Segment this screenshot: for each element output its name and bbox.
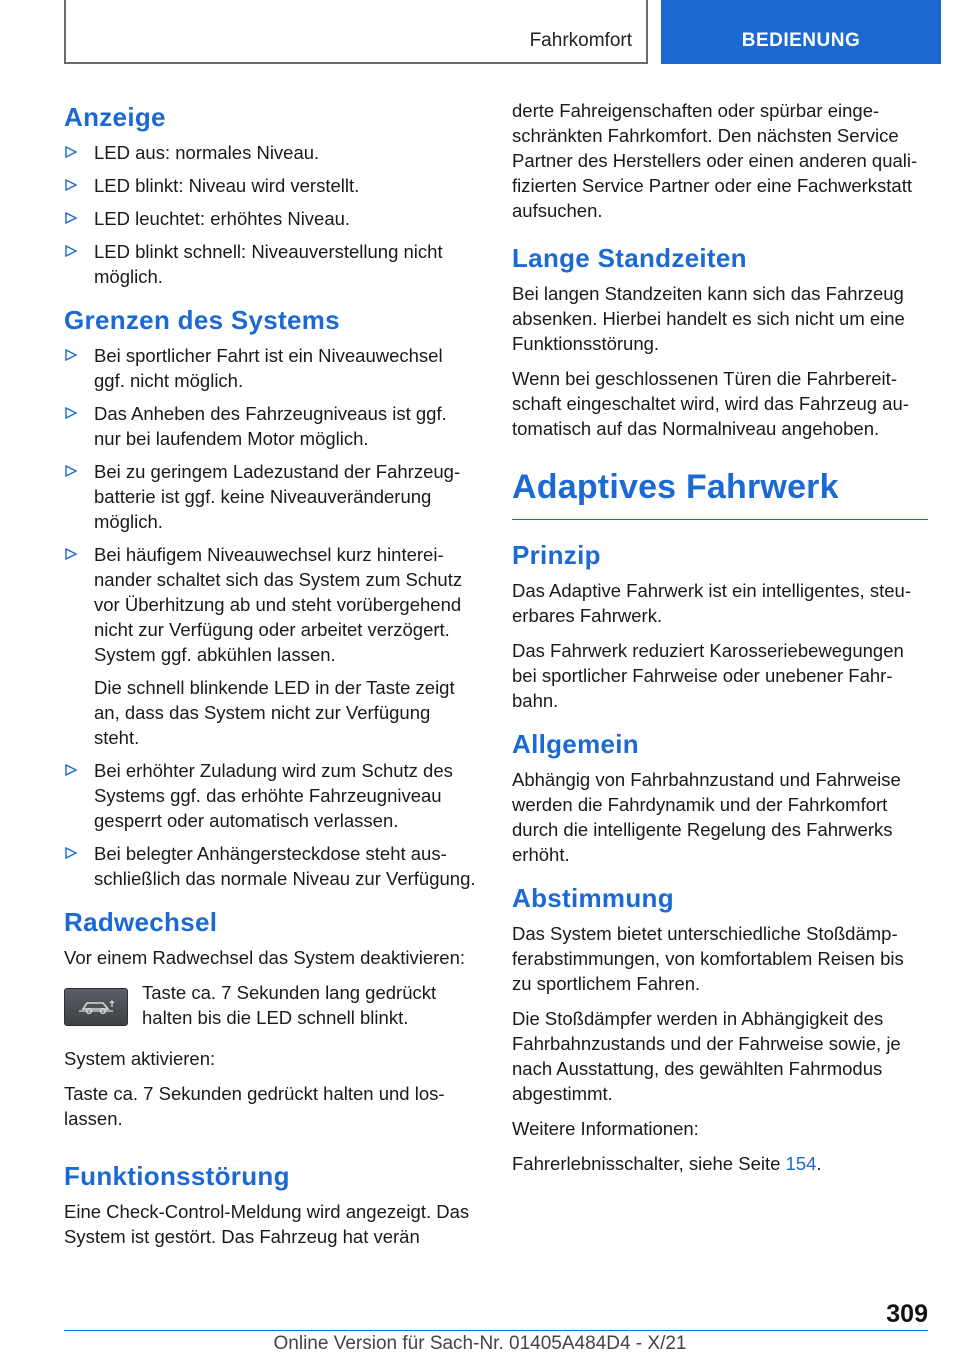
abstimmung-p4-suffix: . [816, 1153, 822, 1174]
section-adaptiv [512, 465, 928, 520]
activate-label: System aktivieren: [64, 1048, 216, 1069]
triangle-bullet-icon [64, 178, 78, 192]
heading-grenzen: Grenzen des Systems [64, 305, 340, 335]
list-item [64, 239, 478, 289]
stoerung-text: Eine Check-Control-Meldung wird angezeigt. Das System ist gestört. Das Fahrzeug hat verän [64, 1201, 470, 1247]
heading-adaptiv: Adaptives Fahrwerk [512, 465, 928, 520]
section-stoerung [64, 1159, 478, 1249]
page-number: 309 [886, 1300, 928, 1328]
triangle-bullet-icon [64, 763, 78, 777]
chassis-level-button-icon [64, 988, 128, 1026]
standzeiten-p1: Bei langen Standzeiten kann sich das Fahrzeug absenken. Hierbei handelt es sich nicht um eine Funktionsstörung. [512, 283, 905, 354]
list-item-text: Bei zu geringem Ladezustand der Fahrzeugbatterie ist ggf. keine Niveauveränderung möglich. [94, 461, 461, 532]
list-item-text: Das Anheben des Fahrzeugniveaus ist ggf. nur bei laufendem Motor möglich. [94, 403, 447, 449]
prinzip-p1: Das Adaptive Fahrwerk ist ein intelligentes, steuerbares Fahrwerk. [512, 580, 911, 626]
radwechsel-intro: Vor einem Radwechsel das System deaktivieren: [64, 947, 466, 968]
page-link[interactable]: 154 [785, 1153, 817, 1174]
abstimmung-p4-prefix: Fahrerlebnisschalter, siehe Seite [512, 1153, 786, 1174]
section-prinzip [512, 538, 928, 713]
section-standzeiten [512, 241, 928, 441]
triangle-bullet-icon [64, 244, 78, 258]
heading-stoerung: Funktionsstörung [64, 1161, 290, 1191]
abstimmung-p4 [512, 1151, 928, 1176]
list-item [64, 841, 478, 891]
section-radwechsel [64, 905, 478, 1131]
button-instruction [64, 980, 478, 1036]
list-item-text: Bei häufigem Niveauwechsel kurz hintereinander schaltet sich das System zum Schutz vor Überhitzung ab und steht vorübergehend nicht zur Verfügung oder arbeitet verzögert. System ggf. abkühlen lassen. [94, 544, 463, 665]
header-tab-label: BEDIENUNG [741, 30, 861, 51]
section-abstimmung [512, 881, 928, 1176]
grenzen-list [64, 343, 478, 891]
abstimmung-p1: Das System bietet unterschiedliche Stoßdämpferabstimmungen, von komfortablem Reisen bis zu sportlichem Fahren. [512, 923, 904, 994]
left-column [64, 100, 478, 1263]
list-item [64, 343, 478, 393]
list-item [64, 206, 478, 231]
triangle-bullet-icon [64, 547, 78, 561]
list-item [64, 401, 478, 451]
triangle-bullet-icon [64, 145, 78, 159]
header-section-title: Fahrkomfort [529, 30, 632, 51]
section-grenzen [64, 303, 478, 891]
car-height-icon [65, 989, 127, 1025]
triangle-bullet-icon [64, 406, 78, 420]
list-item [64, 140, 478, 165]
abstimmung-p2: Die Stoßdämpfer werden in Abhängigkeit des Fahrbahnzustands und der Fahrweise sowie, je nach Ausstattung, des gewählten Fahrmodus abgestimmt. [512, 1008, 901, 1104]
right-column [512, 98, 928, 1190]
list-item-text: LED leuchtet: erhöhtes Niveau. [94, 208, 351, 229]
triangle-bullet-icon [64, 211, 78, 225]
list-item [64, 758, 478, 833]
list-item-note: Die schnell blinkende LED in der Taste zeigt an, dass das System nicht zur Verfügung steht. [94, 677, 455, 748]
triangle-bullet-icon [64, 348, 78, 362]
list-item-text: Bei sportlicher Fahrt ist ein Niveauwechsel ggf. nicht möglich. [94, 345, 443, 391]
heading-standzeiten: Lange Standzeiten [512, 243, 747, 273]
abstimmung-p3: Weitere Informationen: [512, 1118, 699, 1139]
footer-text: Online Version für Sach-Nr. 01405A484D4 - X/21 [273, 1333, 687, 1354]
stoerung-continued: derte Fahreigenschaften oder spürbar eingeschränkten Fahrkomfort. Den nächsten Service Partner des Herstellers oder einen anderen qualifizierten Service Partner oder eine Fachwerkstatt aufsuchen. [512, 100, 918, 221]
heading-allgemein: Allgemein [512, 729, 639, 759]
list-item-text: LED blinkt schnell: Niveauverstellung nicht möglich. [94, 241, 443, 287]
allgemein-p1: Abhängig von Fahrbahnzustand und Fahrweise werden die Fahrdynamik und der Fahrkomfort durch die intelligente Regelung des Fahrwerks erhöht. [512, 769, 901, 865]
prinzip-p2: Das Fahrwerk reduziert Karosseriebewegungen bei sportlicher Fahrweise oder unebener Fahrbahn. [512, 640, 904, 711]
list-item [64, 459, 478, 534]
list-item-text: LED blinkt: Niveau wird verstellt. [94, 175, 360, 196]
list-item-text: Bei erhöhter Zuladung wird zum Schutz des Systems ggf. das erhöhte Fahrzeugniveau gesperrt oder automatisch verlassen. [94, 760, 453, 831]
heading-anzeige: Anzeige [64, 102, 166, 132]
list-item [64, 173, 478, 198]
section-anzeige [64, 100, 478, 289]
anzeige-list [64, 140, 478, 289]
triangle-bullet-icon [64, 846, 78, 860]
heading-abstimmung: Abstimmung [512, 883, 674, 913]
list-item [64, 542, 478, 750]
list-item-text: Bei belegter Anhängersteckdose steht ausschließlich das normale Niveau zur Verfügung. [94, 843, 476, 889]
header-left-box [64, 0, 648, 64]
button-instruction-text: Taste ca. 7 Sekunden lang gedrückt halten bis die LED schnell blinkt. [142, 982, 437, 1028]
standzeiten-p2: Wenn bei geschlossenen Türen die Fahrbereitschaft eingeschaltet wird, wird das Fahrzeug automatisch auf das Normalniveau angehoben. [512, 368, 909, 439]
heading-radwechsel: Radwechsel [64, 907, 218, 937]
heading-prinzip: Prinzip [512, 540, 601, 570]
section-allgemein [512, 727, 928, 867]
footer-divider [64, 1330, 928, 1331]
triangle-bullet-icon [64, 464, 78, 478]
list-item-text: LED aus: normales Niveau. [94, 142, 320, 163]
header-tab-bedienung[interactable] [661, 0, 941, 64]
activate-text: Taste ca. 7 Sekunden gedrückt halten und loslassen. [64, 1083, 445, 1129]
